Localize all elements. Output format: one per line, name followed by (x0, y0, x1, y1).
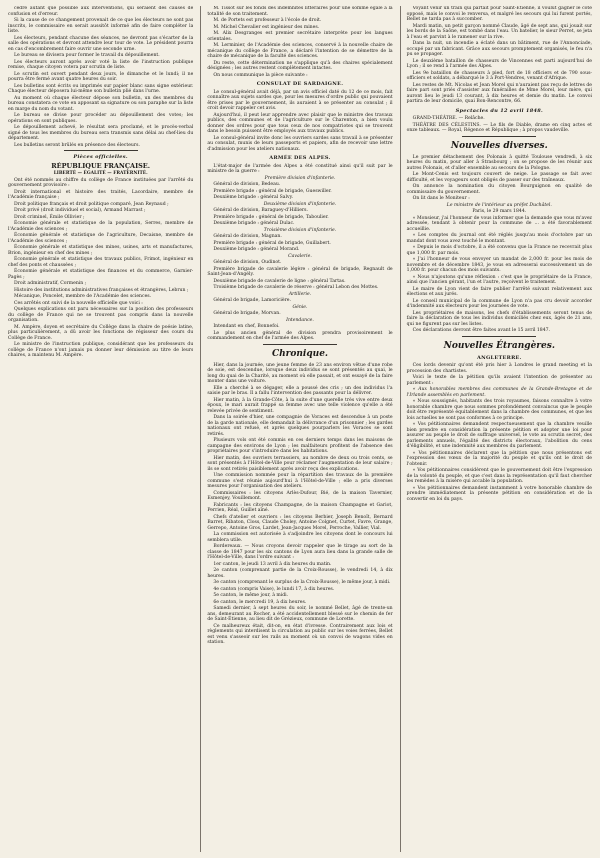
subheading: Cavalerie. (288, 253, 312, 259)
list-item: Histoire des institutions administratives françaises et étrangères, Lebrun ; (14, 287, 189, 293)
list-item: Première brigade : général de brigade, Taboulier. (213, 214, 329, 220)
paragraph: Une commission nommée pour la répartition des travaux de la première commune s'est réunie aujourd'hui à l'Hôtel-de-Ville ; elle a pris diverses mesures pour l'organisation des ateliers. (207, 473, 393, 489)
paragraph: Au moment où chaque électeur dépose son bulletin, un des membres du bureau constatera ce vote en apposant sa signature ou son paraphe sur la liste en marge du nom du votant. (8, 95, 194, 112)
list-item: Droit privé (droit individuel et social), Armand Marrast ; (14, 208, 146, 213)
paragraph: On lit dans le Moniteur : (412, 196, 470, 201)
paragraph: Ces déclarations devront être faites avant le 15 avril 1847. (412, 328, 551, 333)
paragraph: Le scrutin est ouvert pendant deux jours, le dimanche et le lundi; il ne pourra être fermé avant quatre heures du soir. (8, 71, 194, 82)
paragraph: L'état-major de l'armée des Alpes a été constitué ainsi qu'il suit par le ministre de la guerre : (207, 163, 393, 174)
paragraph: THÉÂTRE DES CÉLESTINS. — Le fils de Diable, drame en cinq actes et onze tableaux. — Royal, Régence et République ; à propos vaudeville. (406, 122, 592, 133)
paragraph: On nous communique la pièce suivante : (213, 72, 308, 78)
list-item: Général de brigade, Lamoricière. (213, 298, 291, 303)
section-title-pieces-officielles: Pièces officielles. (73, 154, 128, 160)
paragraph: Les restes de Mt. Nicolas et Jean Morel qui n'auraient pas reçu de lettres de faire part sont priés d'assister aux funérailles de Mme Morel, leur mère, qui auront lieu le jeudi 13 courant, à dix heures et demie du matin. Le convoi partira de leur domicile, quai Bon-Rencontre, 66. (406, 82, 592, 104)
paragraph: Le consul-général avait déjà, par un avis officiel daté du 12 de ce mois, fait connaître aux sujets sardes que, pour les mesures d'ordre public qui pouvaient être prises par le gouvernement, ils auraient à se présenter au consulat ; il croit devoir rappeler cet avis. (207, 89, 393, 111)
paragraph: Les propriétaires de maisons, les chefs d'établissements seront tenus de faire la déclaration de tous les individus domiciliés chez eux, âgés de 21 ans, qui ne figurent pas sur les listes. (406, 310, 592, 327)
paragraph: « Monsieur, j'ai l'honneur de vous informer que la demande que vous m'avez adressée, tendant à obtenir pour la commune de ... a été favorablement accueillie. (406, 215, 592, 232)
paragraph: Hier matin, des ouvriers terrassiers, au nombre de deux ou trois cents, se sont présentés à l'Hôtel-de-Ville pour réclamer l'augmentation de leur salaire ; ils se sont retirés paisiblement après avoir reçu des explications. (207, 455, 393, 472)
paragraph: Le ministre de l'instruction publique, considérant que les professeurs du collège de France n'ont jamais pu donner leur démission au titre de leurs chaires, a maintenu M. Ampère. (8, 342, 194, 358)
paragraph: « Vos pétitionnaires demandent instamment à votre honorable chambre de prendre immédiatement la présente pétition en considération et de la convertir en loi du pays. (406, 485, 592, 502)
list-item: Économie générale et statistique des finances et du commerce, Garnier-Pagès ; (8, 269, 194, 280)
list-item: Deuxième brigade : général Salvy. (213, 195, 294, 200)
subheading: Troisième division d'infanterie. (263, 227, 337, 233)
paragraph: Les électeurs auront après avoir voté la liste de l'instruction publique remise, chaque citoyen votera par scrutin de liste. (8, 59, 194, 70)
paragraph: M. Michel Chevalier est ingénieur des mines. (213, 24, 320, 30)
paragraph: La commission est autorisée à s'adjoindre les citoyens dont le concours lui semblera utile. (207, 532, 393, 543)
list-item: Droit politique français et droit politique comparé, Jean Reynaud ; (14, 201, 169, 207)
list-item: Économie générale et statistique des mines, usines, arts et manufactures, Brion, ingénieur en chef des mines ; (8, 245, 194, 256)
paragraph: GRAND-THÉÂTRE. — Relâche. (412, 116, 485, 121)
list-item: Économie générale et statistique des travaux publics, Frimot, ingénieur en chef des ponts et chaussées ; (8, 257, 194, 268)
section-heading-nouvelles-etrangeres: Nouvelles Étrangères. (443, 340, 555, 351)
list-item: Général de brigade, Morvan. (213, 311, 281, 316)
paragraph: Les 9e bataillon de chasseurs à pied, fort de 18 officiers et de 790 sous-officiers et soldats, a débarqué le 3 à Port-Vendres, venant d'Afrique. (406, 70, 592, 81)
paragraph: Si la cause de ce changement provenait de ce que les électeurs ne sont pas inscrits, le commissaire en serait aussitôt informé afin de faire compléter la liste. (8, 18, 194, 34)
list-item: Droit criminel, Émile Ollivier ; (14, 214, 85, 220)
list-item: Général de division, Bedeau. (213, 182, 281, 187)
divider (64, 150, 138, 151)
paragraph: « Vos pétitionnaires considèrent que le gouvernement doit être l'expression de la volonté du peuple, et que c'est dans la représentation qu'il faut chercher les remèdes à la misère qui accable la population. (406, 468, 592, 484)
paragraph: cèdre autant que possible aux interventions, qui seraient des causes de confusion et d'erreur. (8, 6, 194, 17)
subheading: Deuxième division d'infanterie. (263, 201, 337, 207)
paragraph: Le premier détachement des Polonais à quitté Toulouse vendredi, à six heures du matin, pour aller à Strasbourg ; on se propose de les réunir aux autres Polonais, et d'aller ensemble au secours de la Pologne. (406, 154, 592, 171)
paragraph: Hier matin, à la Grande-Côte, à la suite d'une querelle très vive entre deux époux, le mari aurait frappé sa femme avec une telle violence qu'elle a été relevée privée de sentiment. (207, 397, 393, 414)
paragraph: « Depuis le mois d'octobre, il a été convenu que la France ne recevrait plus que 1,000 fr. par mois. (406, 245, 592, 256)
paragraph: « Vos pétitionnaires déclarent que la pétition que nous présentons est l'expression des vœux de la majorité du peuple et qu'ils ont le droit de l'obtenir. (406, 450, 592, 467)
paragraph: Voyant venir un train qui partait pour Saint-Étienne, il voulut gagner le côté opposé, mais le convoi le renversa, et malgré les secours qui lui furent portés, Bellet ne tarda pas à succomber. (406, 6, 592, 22)
paragraph: Le dépouillement achevé, le résultat sera proclamé, et le procès-verbal signé de tous les membres du bureau sera transmis sans délai au chef-lieu du département. (8, 125, 194, 141)
list-item: Droit international et histoire des traités, Lacordaire, membre de l'Académie française ; (8, 189, 194, 200)
list-item: 5e canton, le même jour, à midi. (213, 593, 289, 598)
paragraph: Les bulletins seront brûlés en présence des électeurs. (14, 142, 140, 148)
paragraph: « Nous soussignés, habitants des trois royaumes, faisons connaître à votre honorable chambre que nous sommes profondément convaincus que le peuple doit être représenté équitablement dans la chambre des communes, et que les lois actuelles ne sont pas conformes à ce principe. (406, 399, 592, 421)
paragraph: « J'ai l'honneur de vous envoyer un mandat de 2,000 fr. pour les mois de novembre et de décembre 1843, je vous en adresserai successivement un de 1,000 fr. pour chacun des mois suivants. (406, 257, 592, 273)
paragraph: M. Tissot sur les fonds des indemnités littéraires pour une somme égale à la totalité de son traitement. (207, 6, 393, 17)
section-heading-chronique: Chronique. (271, 348, 329, 359)
list-item: Général de division, Baraguey-d'Hilliers. (213, 208, 308, 213)
paragraph: Bordereaux. — Nous croyons devoir rappeler que le tirage au sort de la classe de 1847 pour les six cantons de Lyon aura lieu dans la grande salle de l'Hôtel-de-Ville, dans l'ordre suivant : (207, 544, 393, 560)
paragraph: Samedi dernier, à sept heures du soir, le nommé Bellet, âgé de trente-un ans, demeurant au Rocher, a été accidentellement blessé sur le chemin de fer de Saint-Étienne, au lieu dit de Grézieux, commune de Lorette. (207, 606, 393, 622)
list-item: Économie générale et statistique de la population, Serres, membre de l'Académie des sciences ; (8, 221, 194, 232)
paragraph: Mardi matin, un petit garçon nommé Claude, âgé de sept ans, qui jouait sur les bords de la Saône, est tombé dans l'eau. Un batelier, le sieur Perret, se jeta à l'eau et parvint à le ramener sur la rive. (406, 23, 592, 40)
section-heading-nouvelles-diverses: Nouvelles diverses. (450, 140, 548, 151)
paragraph: Ces arrêtés ont suivi de la nouvelle officielle que voici : (14, 300, 143, 306)
list-item: Première brigade : général de brigade, Gueswiller. (213, 188, 332, 194)
letter-date: Paris, le 29 mars 1844. (472, 209, 527, 214)
divider (462, 136, 536, 137)
paragraph: Les bulletins sont écrits ou imprimés sur papier blanc sans signe extérieur. Chaque électeur déposera lui-même son bulletin plié dans l'urne. (8, 83, 194, 94)
column-1 (8, 6, 193, 852)
paragraph: Le Mont-Cenis est toujours couvert de neige. Le passage se fait avec difficulté, et les voyageurs sont obligés de passer sur des traîneaux. (406, 172, 592, 183)
paragraph: Le bureau se divisera pour former le travail du dépouillement. (14, 53, 160, 58)
list-item: Intendant en chef, Bonnefoi. (213, 324, 280, 329)
list-item: Général de division, Oudinot. (213, 260, 282, 265)
column-2 (200, 6, 392, 852)
column-3 (400, 6, 592, 852)
section-title-consulat: CONSULAT DE SARDAIGNE. (256, 81, 344, 87)
republic-title: RÉPUBLIQUE FRANÇAISE. (51, 161, 151, 170)
list-item: 4e canton (compris Vaise), le lundi 17, à dix heures. (213, 586, 335, 592)
paragraph: Plusieurs vols ont été commis en ces derniers temps dans les maisons de campagne des environs de Lyon ; les malfaiteurs profitent de l'absence des propriétaires pour s'introduire dans les habitations. (207, 438, 393, 454)
paragraph: Ont été nommés au chiffre du collège de France instituées par l'arrêté du gouvernement provisoire : (8, 177, 194, 188)
list-item: Général de division, Magnan. (213, 234, 282, 239)
list-item: Économie générale et statistique de l'agriculture, Decaisne, membre de l'Académie des sciences ; (8, 233, 194, 244)
divider (263, 344, 337, 345)
paragraph: Quelques explications ont paru nécessaires sur la position des professeurs du collège de France qui ne se trouvent pas compris dans la nouvelle organisation. (8, 307, 194, 323)
list-item: Première brigade de cavalerie légère : général de brigade, Regnault de Saint-Jean-d'Angély. (207, 266, 393, 277)
columns (8, 6, 592, 852)
paragraph: Voici le texte de la pétition qu'ils avaient l'intention de présenter au parlement : (406, 375, 592, 386)
paragraph: Dans la nuit, un incendie a éclaté dans un bâtiment, rue de l'Annonciade, occupé par un fabricant. Grâce aux secours promptement organisés, le feu n'a pu se propager. (406, 41, 592, 57)
paragraph: Hier, dans la journée, une jeune femme de 23 ans environ vêtue d'une robe de soie, est descendue, lorsque deux individus se sont présentés au quai, le long du quai de la Charité, au moment où elle passait, et ont essayé de la faire monter dans une voiture. (207, 362, 393, 384)
republic-motto: LIBERTÉ — ÉGALITÉ — FRATERNITÉ. (53, 171, 148, 176)
paragraph: Fabricants : les citoyens Champagne, de la maison Champagne et Gariot, Perrien, Réal, Guillet aîné. (207, 502, 393, 513)
paragraph: M. de Portets est professeur à l'école de droit. (213, 18, 322, 23)
list-item: 6e canton, le mercredi 19, à dix heures. (213, 599, 307, 605)
subheading: Première division d'infanterie. (264, 175, 336, 181)
paragraph: « Aux honorables membres des communes de la Grande-Bretagne et de l'Irlande assemblés en parlement. (406, 387, 592, 398)
paragraph: Ce malheureux était, dit-on, en état d'ivresse. Contrairement aux lois et règlements qui interdisent la circulation au public sur les voies ferrées, Bellet est venu s'asseoir sur les rails au moment où un convoi de wagons vides en station. (207, 623, 393, 645)
list-item: 3e canton (comprenant le surplus de la Croix-Rousse), le même jour, à midi. (213, 580, 391, 585)
paragraph: M. Ampère, doyen et secrétaire du Collège dans la chaire de poésie latine, plus particulièrement, a dû avoir les fonctions de régisseur des cours du Collège de France. (8, 324, 194, 341)
subheading: Génie. (292, 304, 308, 310)
paragraph: Du reste, cette détermination ne s'applique qu'à des chaires spécialement désignées ; les autres restent complètement intactes. (207, 60, 393, 71)
paragraph: Le maire de Lyon vient de faire publier l'arrêté suivant relativement aux élections et aux jurés. (406, 286, 592, 297)
paragraph: Le consul-général invite donc les ouvriers sardes sans travail à se présenter au consulat, munis de leurs passeports et papiers, afin de recevoir une lettre d'admission pour les ateliers nationaux. (207, 135, 393, 152)
section-title-spectacles: Spectacles du 12 avril 1848. (455, 107, 544, 114)
paragraph: On annonce la nomination du citoyen Bourguignon en qualité de commissaire du gouvernement. (406, 184, 592, 195)
paragraph: Le deuxième bataillon de chasseurs de Vincennes est parti aujourd'hui de Lyon ; il se rend à l'armée des Alpes. (406, 58, 592, 69)
paragraph: « Vos pétitionnaires demandent respectueusement que la chambre veuille bien prendre en considération la présente pétition et adopter une loi pour assurer au peuple le droit de suffrage universel, le vote au scrutin secret, des parlements annuels, l'égalité des districts électoraux, l'abolition du cens d'éligibilité, et une indemnité aux membres du parlement. (406, 422, 592, 449)
list-item: Deuxième brigade : général Morand. (213, 247, 300, 252)
list-item: Troisième brigade de cavalerie de réserve : général Lebon des Mottes. (213, 285, 379, 290)
list-item: Première brigade : général de brigade, Guillabert. (213, 240, 331, 246)
divider (462, 336, 536, 337)
list-item: Deuxième brigade : général Dulac. (213, 221, 295, 226)
paragraph: Dans la soirée d'hier, une compagnie de Voraces est descendue à un poste de la garde nationale, elle demandait la délivrance d'un prisonnier ; les gardes nationaux ont refusé, et après quelques pourparlers les Voraces se sont retirés. (207, 415, 393, 437)
paragraph: Ces lords devenir qu'ont été pris hier à Londres le grand meeting et la procession des chartistes. (406, 363, 592, 374)
paragraph: Chefs d'atelier et ouvriers : les citoyens Berbier, Joseph Benoît, Bernard Barret, Ribaton, Closs, Claude Choley, Antoine Colgnet, Curtet, Favre, Grange, Gerrepo, Antoine Gros, Lardet, Jean-Jacques Morel, Perroche, Vallier, Vial. (207, 514, 393, 531)
paragraph: « Les comptes du journal ont été réglés jusqu'au mois d'octobre par un mandat dont vous avez touché le montant. (406, 233, 592, 244)
section-title-armee-des-alpes: ARMÉE DES ALPES. (269, 155, 331, 161)
paragraph: Aujourd'hui, il peut leur apprendre avec plaisir que le ministre des travaux publics, des communes et de l'agriculture sur le Charenton, a bien voulu donner des ordres pour que tous ceux de nos compatriotes qui se trouvent dans le besoin puissent être employés aux travaux publics. (207, 112, 393, 134)
section-title-angleterre: ANGLETERRE. (476, 354, 522, 361)
list-item: Mécanique, Poncelet, membre de l'Académie des sciences. (14, 294, 152, 299)
paragraph: Commissaires : les citoyens Arlès-Dufour, Bié, de la maison Tavernier, Esmenjey, Vouillemont. (207, 490, 393, 501)
paragraph: M. Alix Desgranges est premier secrétaire interprète pour les langues orientales. (207, 31, 393, 42)
paragraph: « Nous n'ajoutons qu'une réflexion : c'est que le propriétaire de la France, ainsi que l'ancien gérant, l'un et l'autre, reçoivent le traitement. (406, 274, 592, 285)
paragraph: Le plus ancien général de division prendra provisoirement le commandement en chef de l'armée des Alpes. (207, 330, 393, 341)
paragraph: Elle a cherché à se dégager, elle a poussé des cris ; un des individus l'a saisie par le bras. Il a fallu l'intervention des passants pour la délivrer. (207, 385, 393, 396)
subheading: Intendance. (286, 317, 314, 323)
paragraph: Le bureau se divise pour procéder au dépouillement des votes; les opérations en sont publiques. (8, 113, 194, 124)
subheading: Artillerie. (288, 291, 312, 297)
letter-heading: Le ministre de l'intérieur au préfet Duchâtel. (446, 202, 552, 208)
list-item: Deuxième brigade de cavalerie de ligne : général Tartas. (213, 278, 346, 284)
list-item: 2e canton (comprenant partie de la Croix-Rousse), le vendredi 14, à dix heures. (207, 568, 393, 579)
paragraph: Les électeurs, pendant chacune des séances, ne devront pas s'écarter de la salle des opérations et devront attendre leur tour de vote. Le président pourra en cas d'encombrement faire ouvrir une seconde urne. (8, 35, 194, 52)
paragraph: M. Lerminier, de l'Académie des sciences, conservé à la nouvelle chaire de mécanique du collège de France, a déclaré l'intention de se démettre de la chaire de mécanique de la faculté des sciences. (207, 43, 393, 59)
list-item: Droit administratif, Cormenin ; (14, 281, 87, 286)
paragraph: Le conseil municipal de la commune de Lyon n'a pas cru devoir accorder d'indemnité aux électeurs pour les journées de vote. (406, 298, 592, 309)
list-item: 1er canton, le jeudi 13 avril à dix heures du matin. (213, 561, 332, 567)
